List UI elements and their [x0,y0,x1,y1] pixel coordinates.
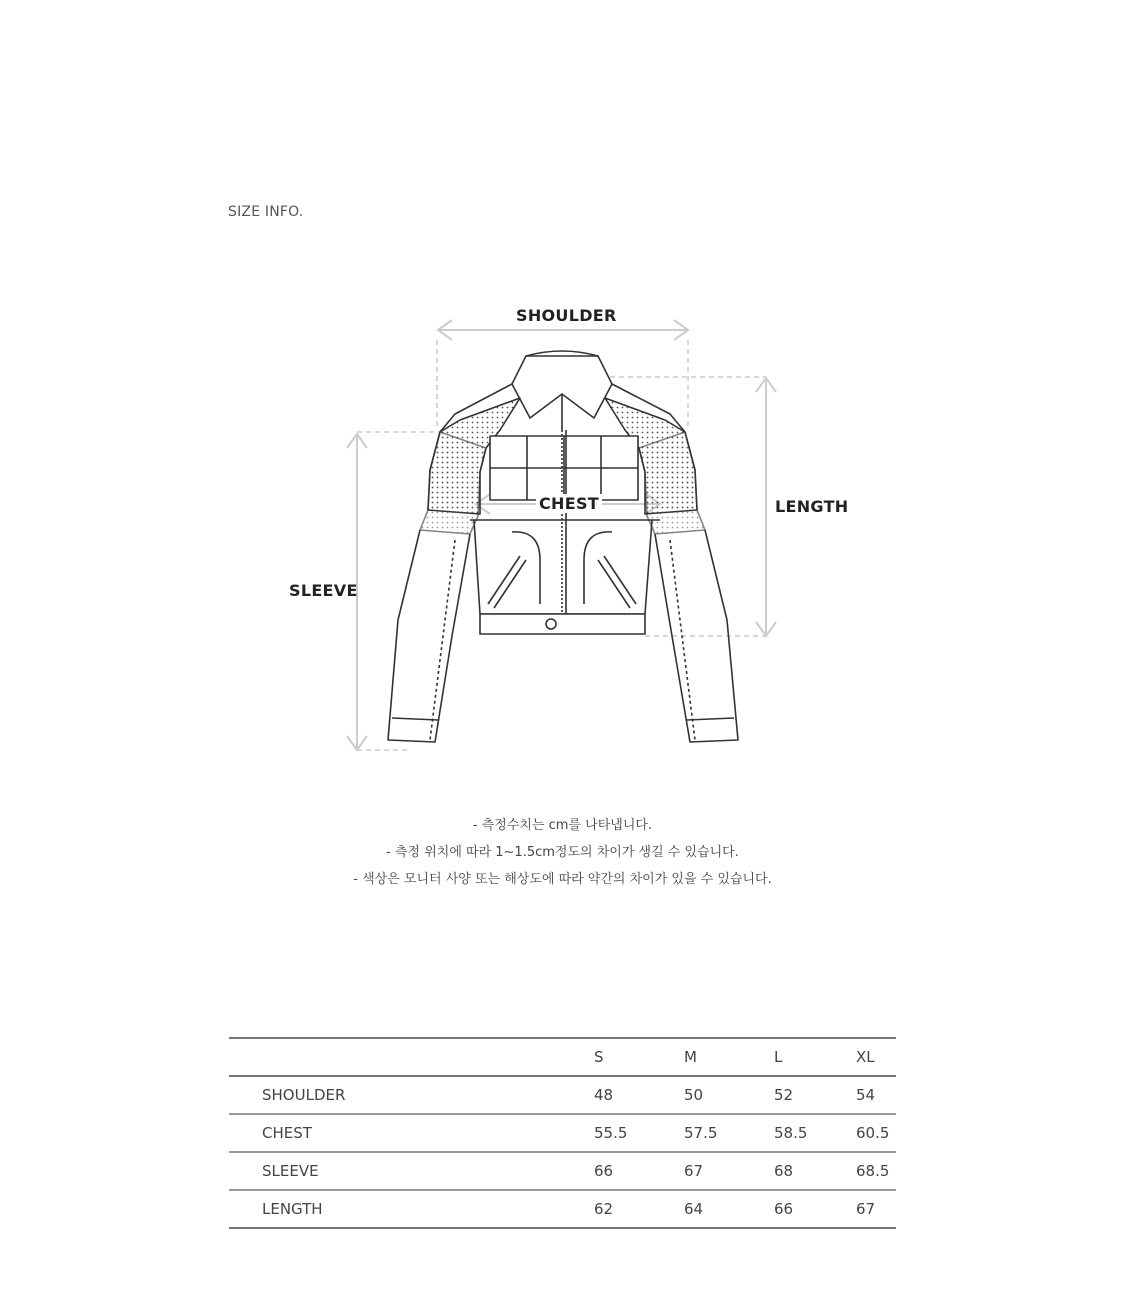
note-line: - 색상은 모니터 사양 또는 해상도에 따라 약간의 차이가 있을 수 있습니다. [353,872,772,887]
table-cell: 62 [594,1200,614,1218]
row-label: CHEST [262,1124,312,1142]
table-cell: 58.5 [774,1124,808,1142]
table-row [229,1114,896,1152]
table-cell: 66 [774,1200,794,1218]
table-cell: 48 [594,1086,614,1104]
table-header-cell: S [594,1048,604,1066]
table-header-cell: M [684,1048,697,1066]
table-row [229,1190,896,1228]
table-cell: 60.5 [856,1124,890,1142]
measurement-notes [0,812,1125,893]
table-header-row [229,1038,896,1076]
row-label: SLEEVE [262,1162,319,1180]
table-row [229,1152,896,1190]
table-cell: 67 [856,1200,876,1218]
table-cell: 68 [774,1162,794,1180]
row-label: SHOULDER [262,1086,346,1104]
table-header-cell: XL [856,1048,875,1066]
note-line: - 측정수치는 cm를 나타냅니다. [472,818,653,833]
table-row [229,1076,896,1114]
row-label: LENGTH [262,1200,323,1218]
table-cell: 68.5 [856,1162,890,1180]
length-label: LENGTH [775,497,849,516]
sleeve-label: SLEEVE [289,581,358,600]
table-cell: 52 [774,1086,794,1104]
table-cell: 55.5 [594,1124,628,1142]
jacket-outline [388,351,738,742]
note-line: - 측정 위치에 따라 1~1.5cm정도의 차이가 생길 수 있습니다. [386,845,739,860]
table-header-cell [229,1038,594,1076]
table-cell: 57.5 [684,1124,718,1142]
chest-label: CHEST [536,494,602,513]
table-cell: 67 [684,1162,704,1180]
table-cell: 50 [684,1086,704,1104]
section-title: SIZE INFO. [228,204,304,220]
table-cell: 54 [856,1086,876,1104]
table-header-cell: L [774,1048,783,1066]
table-cell: 64 [684,1200,704,1218]
table-cell: 66 [594,1162,614,1180]
shoulder-label: SHOULDER [516,306,617,325]
size-table [229,1037,896,1229]
